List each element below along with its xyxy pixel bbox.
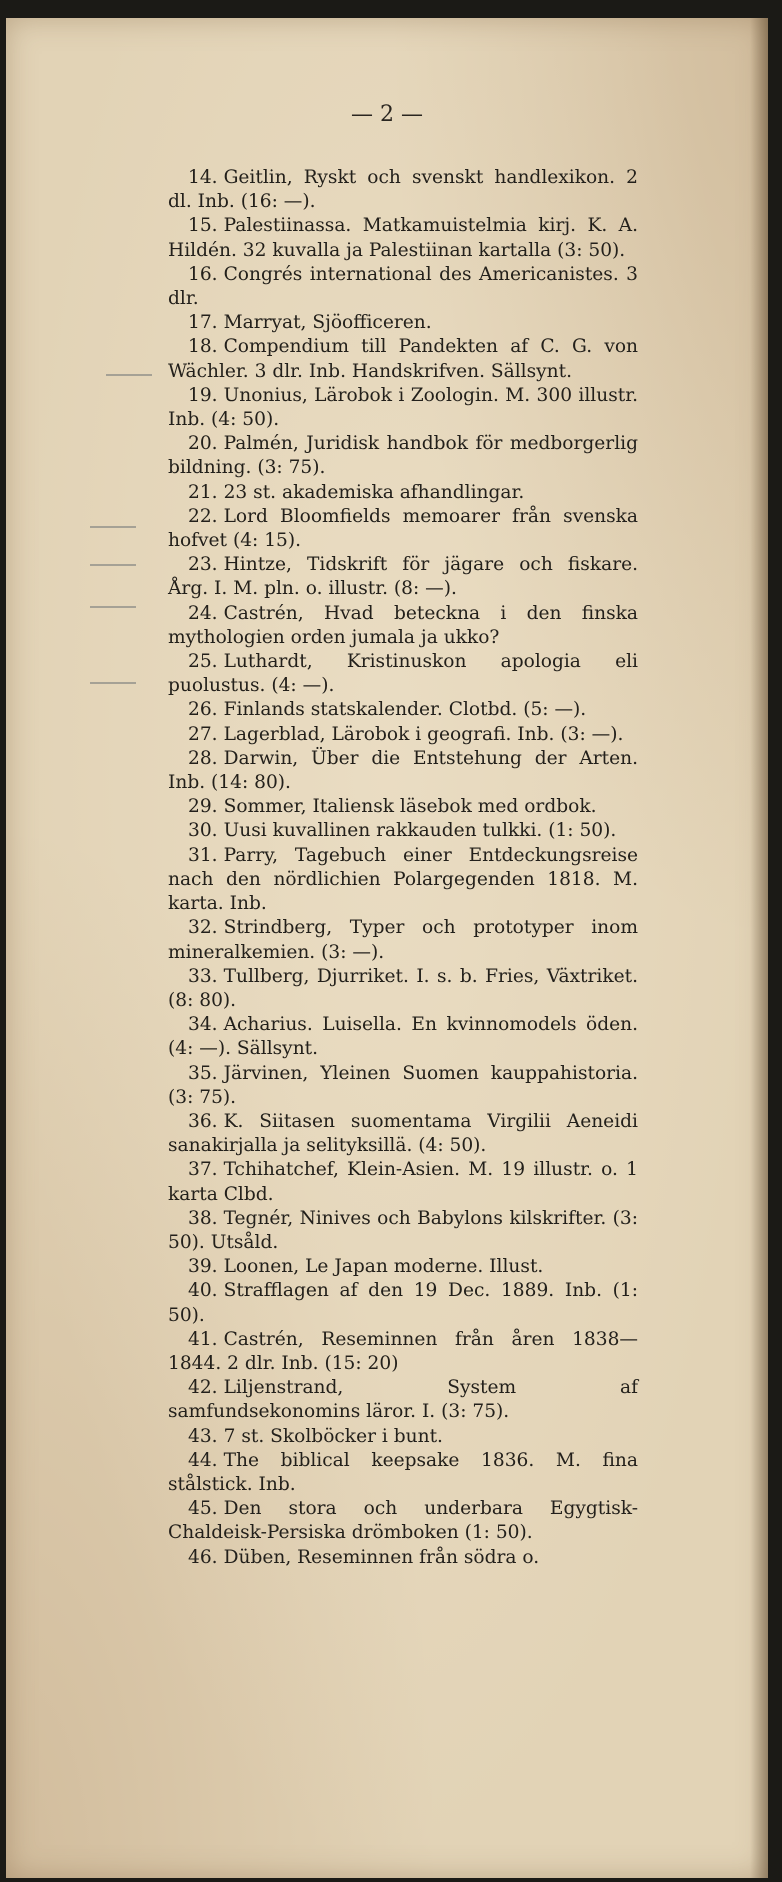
entry-number: 26. <box>188 699 218 721</box>
catalog-entry <box>168 1328 638 1376</box>
catalog-entry <box>168 1425 638 1449</box>
entry-number: 44. <box>188 1449 218 1471</box>
entry-number: 19. <box>188 384 218 406</box>
entry-number: 17. <box>188 312 218 334</box>
entry-number: 31. <box>188 844 218 866</box>
entry-number: 20. <box>188 433 218 455</box>
entry-text: Lord Bloomfields memoarer från svenska hofvet (4: 15). <box>168 505 638 552</box>
entry-text: Finlands statskalender. Clotbd. (5: —). <box>223 699 587 721</box>
entry-number: 36. <box>188 1110 218 1132</box>
margin-mark <box>90 564 136 566</box>
entry-number: 25. <box>188 651 218 673</box>
catalog-entry <box>168 553 638 601</box>
entry-number: 45. <box>188 1498 218 1520</box>
entry-number: 34. <box>188 1014 218 1036</box>
catalog-entry <box>168 1449 638 1497</box>
catalog-entry <box>168 214 638 262</box>
entry-text: Den stora och underbara Egygtisk-Chaldeisk-Persiska drömboken (1: 50). <box>168 1498 638 1544</box>
entry-number: 15. <box>188 215 218 237</box>
entry-number: 29. <box>188 796 218 818</box>
entry-text: Marryat, Sjöofficeren. <box>223 312 432 334</box>
catalog-entry <box>168 166 638 214</box>
entry-text: Uusi kuvallinen rakkauden tulkki. (1: 50). <box>223 820 617 842</box>
catalog-entry <box>168 723 638 747</box>
entry-text: K. Siitasen suomentama Virgilii Aeneidi sanakirjalla ja selityksillä. (4: 50). <box>168 1110 638 1157</box>
margin-mark <box>90 606 136 608</box>
margin-mark <box>106 374 152 376</box>
catalog-entry-list <box>168 166 638 1570</box>
catalog-entry <box>168 1376 638 1424</box>
entry-number: 28. <box>188 747 218 769</box>
entry-text: Hintze, Tidskrift för jägare och fiskare. Årg. I. M. pln. o. illustr. (8: —). <box>168 554 638 600</box>
catalog-entry <box>168 1013 638 1061</box>
catalog-entry <box>168 1546 638 1570</box>
entry-text: The biblical keepsake 1836. M. fina stålstick. Inb. <box>168 1449 638 1495</box>
entry-text: 7 st. Skolböcker i bunt. <box>223 1425 443 1447</box>
entry-text: Tegnér, Ninives och Babylons kilskrifter. (3: 50). Utsåld. <box>168 1207 638 1253</box>
catalog-entry <box>168 916 638 964</box>
entry-text: Castrén, Reseminnen från åren 1838—1844. 2 dlr. Inb. (15: 20) <box>168 1328 638 1374</box>
catalog-entry <box>168 311 638 335</box>
entry-number: 21. <box>188 481 218 503</box>
entry-text: 23 st. akademiska afhandlingar. <box>223 481 525 503</box>
entry-text: Acharius. Luisella. En kvinnomodels öden. (4: —). Sällsynt. <box>168 1014 638 1060</box>
entry-text: Palmén, Juridisk handbok för medborgerlig bildning. (3: 75). <box>168 433 638 479</box>
catalog-entry <box>168 747 638 795</box>
entry-number: 23. <box>188 554 218 576</box>
catalog-entry <box>168 335 638 383</box>
entry-text: Tchihatchef, Klein-Asien. M. 19 illustr. o. 1 karta Clbd. <box>168 1159 638 1205</box>
entry-number: 38. <box>188 1207 218 1229</box>
catalog-entry <box>168 384 638 432</box>
entry-number: 18. <box>188 336 218 358</box>
entry-text: Darwin, Über die Entstehung der Arten. Inb. (14: 80). <box>168 747 638 794</box>
catalog-entry <box>168 819 638 843</box>
entry-number: 16. <box>188 263 218 285</box>
catalog-entry <box>168 1062 638 1110</box>
catalog-entry <box>168 1207 638 1255</box>
entry-number: 14. <box>188 167 218 188</box>
entry-number: 33. <box>188 965 218 987</box>
entry-number: 41. <box>188 1328 218 1350</box>
catalog-entry <box>168 505 638 553</box>
entry-text: Strindberg, Typer och prototyper inom mineralkemien. (3: —). <box>168 917 638 963</box>
entry-text: Congrés international des Americanistes. 3 dlr. <box>168 263 638 310</box>
entry-number: 43. <box>188 1425 218 1447</box>
entry-text: Liljenstrand, System af samfundsekonomins läror. I. (3: 75). <box>168 1377 638 1423</box>
margin-mark <box>90 526 136 528</box>
entry-number: 30. <box>188 820 218 842</box>
entry-number: 37. <box>188 1159 218 1181</box>
catalog-entry <box>168 650 638 698</box>
entry-number: 32. <box>188 917 218 939</box>
catalog-entry <box>168 1255 638 1279</box>
entry-number: 22. <box>188 505 218 527</box>
entry-number: 39. <box>188 1256 218 1278</box>
entry-text: Luthardt, Kristinuskon apologia eli puolustus. (4: —). <box>168 651 638 697</box>
entry-number: 46. <box>188 1546 218 1568</box>
catalog-entry <box>168 481 638 505</box>
entry-number: 35. <box>188 1062 218 1084</box>
entry-text: Palestiinassa. Matkamuistelmia kirj. K. A. Hildén. 32 kuvalla ja Palestiinan kartalla (3: 50). <box>168 215 638 261</box>
entry-number: 42. <box>188 1377 218 1399</box>
page-edge-shadow <box>750 18 768 1878</box>
catalog-entry <box>168 1279 638 1327</box>
catalog-entry <box>168 1497 638 1545</box>
entry-text: Castrén, Hvad beteckna i den finska mythologien orden jumala ja ukko? <box>168 602 638 648</box>
catalog-entry <box>168 1158 638 1206</box>
entry-text: Tullberg, Djurriket. I. s. b. Fries, Växtriket. (8: 80). <box>168 965 638 1011</box>
catalog-entry <box>168 263 638 311</box>
entry-text: Strafflagen af den 19 Dec. 1889. Inb. (1: 50). <box>168 1280 638 1326</box>
entry-number: 24. <box>188 602 218 624</box>
document-page <box>6 18 768 1878</box>
entry-number: 27. <box>188 723 218 745</box>
entry-text: Compendium till Pandekten af C. G. von Wächler. 3 dlr. Inb. Handskrifven. Sällsynt. <box>168 336 638 382</box>
entry-text: Düben, Reseminnen från södra o. <box>223 1546 540 1568</box>
entry-text: Sommer, Italiensk läsebok med ordbok. <box>223 796 597 818</box>
catalog-entry <box>168 432 638 480</box>
entry-text: Geitlin, Ryskt och svenskt handlexikon. 2 dl. Inb. (16: —). <box>168 167 638 213</box>
catalog-entry <box>168 844 638 917</box>
catalog-entry <box>168 1110 638 1158</box>
catalog-entry <box>168 965 638 1013</box>
catalog-entry <box>168 795 638 819</box>
entry-text: Järvinen, Yleinen Suomen kauppahistoria. (3: 75). <box>168 1062 638 1108</box>
entry-text: Parry, Tagebuch einer Entdeckungsreise nach den nördlichien Polargegenden 1818. M. karta. Inb. <box>168 844 638 915</box>
catalog-entry <box>168 602 638 650</box>
entry-text: Unonius, Lärobok i Zoologin. M. 300 illustr. Inb. (4: 50). <box>168 384 638 431</box>
entry-text: Lagerblad, Lärobok i geografi. Inb. (3: —). <box>223 723 624 745</box>
page-number: — 2 — <box>351 102 423 127</box>
catalog-entry <box>168 698 638 722</box>
margin-mark <box>90 682 136 684</box>
entry-number: 40. <box>188 1280 218 1302</box>
entry-text: Loonen, Le Japan moderne. Illust. <box>223 1256 544 1278</box>
